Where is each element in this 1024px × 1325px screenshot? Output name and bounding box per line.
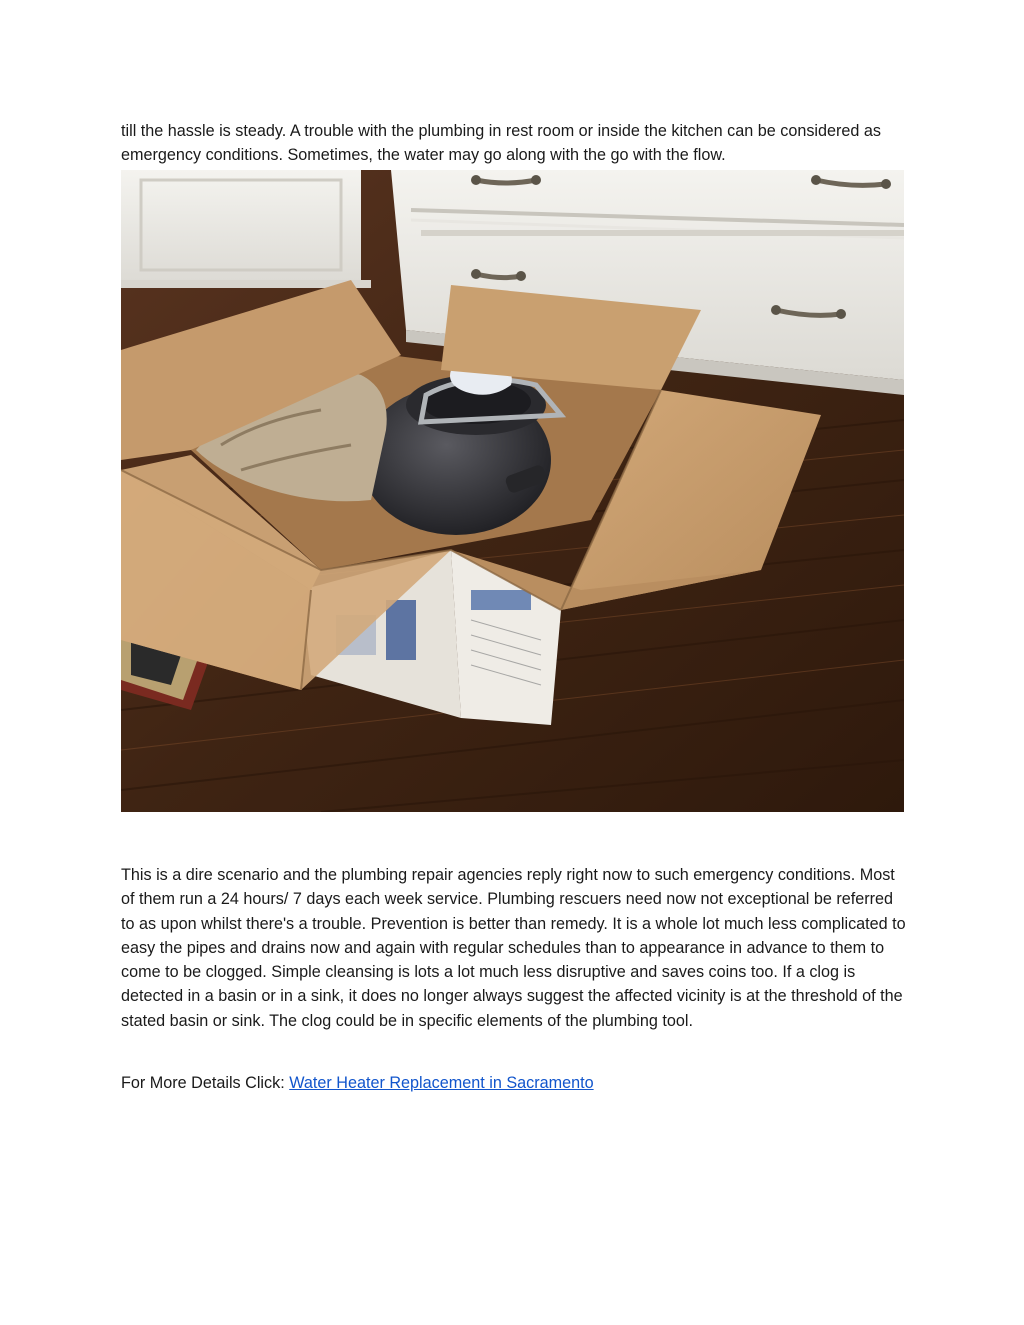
paragraph-main: This is a dire scenario and the plumbing repair agencies reply right now to such emergency conditions. Most of them run a 24 hours/ 7 days each week service. Plumbing rescuers need now not exceptional be referred to as upon whilst there's a trouble. Prevention is better than remedy. It is a whole lot much less complicated to easy the pipes and drains now and again with regular schedules than to appearance in advance to them to come to be clogged. Simple cleansing is lots a lot much less disruptive and saves coins too. If a clog is detected in a basin or in a sink, it does no longer always suggest the affected vicinity is at the threshold of the stated basin or sink. The clog could be in specific elements of the plumbing tool. [121, 866, 906, 1030]
more-details-line [121, 1071, 911, 1095]
paragraph-top: till the hassle is steady. A trouble with the plumbing in rest room or inside the kitchen can be considered as emergency conditions. Sometimes, the water may go along with the go with the flow. [121, 122, 882, 165]
water-heater-link[interactable]: Water Heater Replacement in Sacramento [289, 1074, 594, 1092]
box-photo [121, 170, 904, 812]
more-details-label: For More Details Click: [121, 1074, 290, 1092]
